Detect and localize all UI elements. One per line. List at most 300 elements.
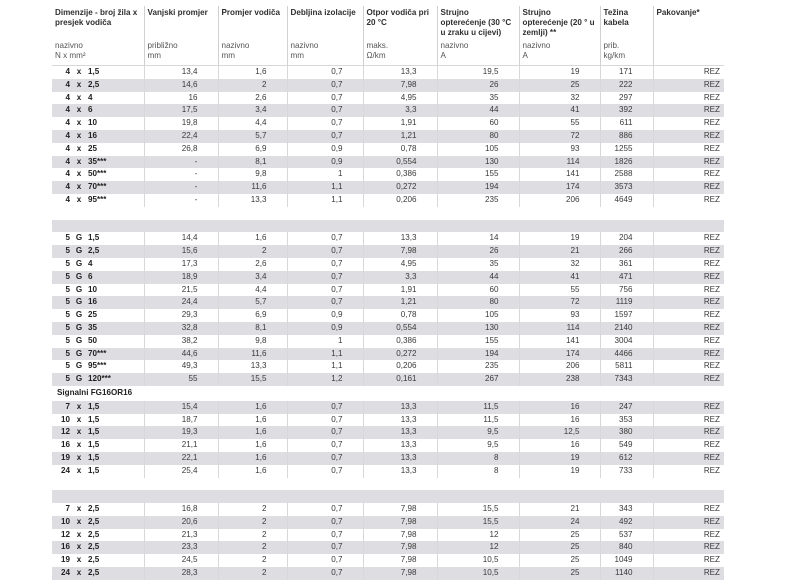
value-cell: 23,3 xyxy=(144,541,218,554)
value-cell: 114 xyxy=(519,322,600,335)
value-cell: 4,95 xyxy=(363,92,437,105)
cross-section: 2,5 xyxy=(88,246,100,256)
cross-section: 1,5 xyxy=(88,233,100,243)
cross-section: 2,5 xyxy=(88,568,100,578)
value-cell: 60 xyxy=(437,117,519,130)
value-cell: 171 xyxy=(600,66,653,79)
dimension-cell xyxy=(52,168,144,181)
table-body xyxy=(52,66,724,580)
value-cell: 0,78 xyxy=(363,143,437,156)
value-cell: 19 xyxy=(519,66,600,79)
value-cell: 3,3 xyxy=(363,104,437,117)
dimension-cell xyxy=(52,465,144,478)
value-cell: 247 xyxy=(600,401,653,414)
core-count: 24 xyxy=(60,465,70,475)
packaging-cell: REZ xyxy=(653,284,724,297)
value-cell: 1,21 xyxy=(363,296,437,309)
value-cell: 9,5 xyxy=(437,439,519,452)
value-cell: 0,78 xyxy=(363,309,437,322)
core-count: 12 xyxy=(60,529,70,539)
core-count: 5 xyxy=(65,335,70,345)
value-cell: 25,4 xyxy=(144,465,218,478)
separator: G xyxy=(75,233,83,243)
value-cell: 1,6 xyxy=(218,414,287,427)
value-cell: 392 xyxy=(600,104,653,117)
dimension-cell xyxy=(52,335,144,348)
core-count: 16 xyxy=(60,542,70,552)
value-cell: 32,8 xyxy=(144,322,218,335)
value-cell: 26 xyxy=(437,79,519,92)
unit-cell xyxy=(653,39,724,66)
table-row xyxy=(52,117,724,130)
value-cell: 0,7 xyxy=(287,541,363,554)
table-row xyxy=(52,92,724,105)
table-row xyxy=(52,439,724,452)
value-cell: 2588 xyxy=(600,168,653,181)
value-cell: 12,5 xyxy=(519,426,600,439)
separator: x xyxy=(76,427,82,437)
dimension-cell xyxy=(52,452,144,465)
cross-section: 70*** xyxy=(88,182,107,192)
value-cell: 16 xyxy=(519,414,600,427)
packaging-cell: REZ xyxy=(653,465,724,478)
value-cell: 756 xyxy=(600,284,653,297)
value-cell: 80 xyxy=(437,130,519,143)
packaging-cell: REZ xyxy=(653,181,724,194)
packaging-cell: REZ xyxy=(653,348,724,361)
dimension-cell xyxy=(52,373,144,386)
value-cell: - xyxy=(144,156,218,169)
packaging-cell: REZ xyxy=(653,452,724,465)
value-cell: 1,1 xyxy=(287,181,363,194)
value-cell: 15,5 xyxy=(437,503,519,516)
value-cell: 60 xyxy=(437,284,519,297)
separator: x xyxy=(76,118,82,128)
cable-spec-sheet xyxy=(52,6,724,580)
core-count: 4 xyxy=(65,143,70,153)
value-cell: 0,9 xyxy=(287,143,363,156)
value-cell: 9,5 xyxy=(437,426,519,439)
value-cell: 361 xyxy=(600,258,653,271)
value-cell: 0,7 xyxy=(287,554,363,567)
core-count: 5 xyxy=(65,233,70,243)
core-count: 16 xyxy=(60,440,70,450)
value-cell: 5,7 xyxy=(218,296,287,309)
value-cell: 25 xyxy=(519,554,600,567)
packaging-cell: REZ xyxy=(653,168,724,181)
core-count: 4 xyxy=(65,169,70,179)
dimension-cell xyxy=(52,143,144,156)
value-cell: 21,1 xyxy=(144,439,218,452)
value-cell: 174 xyxy=(519,348,600,361)
packaging-cell: REZ xyxy=(653,503,724,516)
spacer-cell xyxy=(52,490,724,503)
value-cell: 19,5 xyxy=(437,66,519,79)
value-cell: 1 xyxy=(287,335,363,348)
value-cell: 13,3 xyxy=(218,360,287,373)
value-cell: 49,3 xyxy=(144,360,218,373)
cross-section: 1,5 xyxy=(88,414,100,424)
unit-cell: maks. Ω/km xyxy=(363,39,437,66)
value-cell: 80 xyxy=(437,296,519,309)
value-cell: 14,4 xyxy=(144,232,218,245)
value-cell: 0,7 xyxy=(287,567,363,580)
value-cell: 1,91 xyxy=(363,284,437,297)
table-row xyxy=(52,181,724,194)
value-cell: 19,8 xyxy=(144,117,218,130)
value-cell: 1140 xyxy=(600,567,653,580)
cross-section: 2,5 xyxy=(88,516,100,526)
value-cell: 13,3 xyxy=(363,232,437,245)
core-count: 5 xyxy=(65,271,70,281)
value-cell: 1,6 xyxy=(218,66,287,79)
separator: x xyxy=(76,504,82,514)
value-cell: 3,4 xyxy=(218,104,287,117)
value-cell: 14 xyxy=(437,232,519,245)
separator: G xyxy=(75,322,83,332)
value-cell: 141 xyxy=(519,335,600,348)
value-cell: 25 xyxy=(519,567,600,580)
value-cell: 0,554 xyxy=(363,322,437,335)
packaging-cell: REZ xyxy=(653,104,724,117)
value-cell: 0,272 xyxy=(363,348,437,361)
cross-section: 70*** xyxy=(88,348,107,358)
core-count: 19 xyxy=(60,555,70,565)
value-cell: 21 xyxy=(519,245,600,258)
unit-cell: nazivno A xyxy=(437,39,519,66)
value-cell: 194 xyxy=(437,348,519,361)
cross-section: 10 xyxy=(88,118,98,128)
cross-section: 25 xyxy=(88,143,98,153)
col-header-packaging: Pakovanje* xyxy=(653,6,724,39)
value-cell: 5811 xyxy=(600,360,653,373)
cross-section: 35*** xyxy=(88,156,107,166)
col-header-current-ground: Strujno opterećenje (20 ° u zemlji) ** xyxy=(519,6,600,39)
section-title-row xyxy=(52,386,724,401)
value-cell: 4,4 xyxy=(218,117,287,130)
value-cell: 1826 xyxy=(600,156,653,169)
table-row xyxy=(52,168,724,181)
core-count: 5 xyxy=(65,348,70,358)
cross-section: 1,5 xyxy=(88,440,100,450)
separator: G xyxy=(75,271,83,281)
value-cell: 13,3 xyxy=(363,414,437,427)
unit-cell: nazivno mm xyxy=(218,39,287,66)
packaging-cell: REZ xyxy=(653,529,724,542)
value-cell: 1,6 xyxy=(218,452,287,465)
value-cell: 7,98 xyxy=(363,245,437,258)
separator: x xyxy=(76,169,82,179)
spacer-cell xyxy=(52,220,724,233)
value-cell: 11,5 xyxy=(437,414,519,427)
table-row xyxy=(52,194,724,207)
separator: x xyxy=(76,542,82,552)
value-cell: 25 xyxy=(519,541,600,554)
table-row xyxy=(52,348,724,361)
dimension-cell xyxy=(52,503,144,516)
value-cell: 11,6 xyxy=(218,348,287,361)
table-row xyxy=(52,271,724,284)
separator: G xyxy=(75,258,83,268)
dimension-cell xyxy=(52,284,144,297)
value-cell: 1,6 xyxy=(218,465,287,478)
value-cell: 5,7 xyxy=(218,130,287,143)
value-cell: 72 xyxy=(519,296,600,309)
table-row xyxy=(52,232,724,245)
value-cell: 0,7 xyxy=(287,117,363,130)
core-count: 10 xyxy=(60,414,70,424)
value-cell: 471 xyxy=(600,271,653,284)
value-cell: 13,3 xyxy=(363,452,437,465)
dimension-cell xyxy=(52,194,144,207)
value-cell: 238 xyxy=(519,373,600,386)
packaging-cell: REZ xyxy=(653,414,724,427)
value-cell: 0,386 xyxy=(363,168,437,181)
table-row xyxy=(52,66,724,79)
value-cell: 22,1 xyxy=(144,452,218,465)
value-cell: 2 xyxy=(218,245,287,258)
core-count: 4 xyxy=(65,105,70,115)
value-cell: 55 xyxy=(519,284,600,297)
value-cell: 17,3 xyxy=(144,258,218,271)
col-header-resistance: Otpor vodiča pri 20 °C xyxy=(363,6,437,39)
value-cell: 1,1 xyxy=(287,194,363,207)
col-header-weight: Težina kabela xyxy=(600,6,653,39)
spacer-row xyxy=(52,478,724,491)
value-cell: 11,6 xyxy=(218,181,287,194)
core-count: 4 xyxy=(65,130,70,140)
value-cell: 19 xyxy=(519,452,600,465)
packaging-cell: REZ xyxy=(653,117,724,130)
packaging-cell: REZ xyxy=(653,232,724,245)
packaging-cell: REZ xyxy=(653,245,724,258)
value-cell: 1119 xyxy=(600,296,653,309)
separator: x xyxy=(76,516,82,526)
value-cell: 28,3 xyxy=(144,567,218,580)
value-cell: 13,4 xyxy=(144,66,218,79)
separator: x xyxy=(76,414,82,424)
separator: G xyxy=(75,297,83,307)
value-cell: 2 xyxy=(218,503,287,516)
value-cell: 1 xyxy=(287,168,363,181)
dimension-cell xyxy=(52,232,144,245)
cross-section: 95*** xyxy=(88,361,107,371)
dimension-cell xyxy=(52,245,144,258)
packaging-cell: REZ xyxy=(653,541,724,554)
dimension-cell xyxy=(52,296,144,309)
value-cell: 7,98 xyxy=(363,503,437,516)
core-count: 4 xyxy=(65,67,70,76)
table-row xyxy=(52,373,724,386)
value-cell: 20,6 xyxy=(144,516,218,529)
value-cell: 44,6 xyxy=(144,348,218,361)
core-count: 4 xyxy=(65,118,70,128)
core-count: 7 xyxy=(65,401,70,411)
value-cell: 537 xyxy=(600,529,653,542)
value-cell: 16 xyxy=(519,401,600,414)
value-cell: 13,3 xyxy=(363,401,437,414)
packaging-cell: REZ xyxy=(653,130,724,143)
separator: x xyxy=(76,130,82,140)
value-cell: 0,9 xyxy=(287,309,363,322)
value-cell: 16 xyxy=(519,439,600,452)
value-cell: 55 xyxy=(519,117,600,130)
dimension-cell xyxy=(52,401,144,414)
value-cell: 24,4 xyxy=(144,296,218,309)
packaging-cell: REZ xyxy=(653,335,724,348)
value-cell: 380 xyxy=(600,426,653,439)
separator: x xyxy=(76,555,82,565)
value-cell: 8 xyxy=(437,452,519,465)
core-count: 5 xyxy=(65,361,70,371)
dimension-cell xyxy=(52,541,144,554)
separator: G xyxy=(75,246,83,256)
value-cell: 6,9 xyxy=(218,143,287,156)
spacer-row xyxy=(52,490,724,503)
value-cell: 13,3 xyxy=(363,439,437,452)
value-cell: 114 xyxy=(519,156,600,169)
value-cell: 0,7 xyxy=(287,414,363,427)
core-count: 5 xyxy=(65,374,70,384)
value-cell: 206 xyxy=(519,194,600,207)
core-count: 5 xyxy=(65,297,70,307)
packaging-cell: REZ xyxy=(653,360,724,373)
value-cell: 3,3 xyxy=(363,271,437,284)
col-header-dimensions: Dimenzije - broj žila x presjek vodiča xyxy=(55,8,138,27)
value-cell: 13,3 xyxy=(218,194,287,207)
core-count: 5 xyxy=(65,322,70,332)
packaging-cell: REZ xyxy=(653,322,724,335)
table-row xyxy=(52,104,724,117)
value-cell: 886 xyxy=(600,130,653,143)
packaging-cell: REZ xyxy=(653,66,724,79)
core-count: 5 xyxy=(65,310,70,320)
spacer-cell xyxy=(52,478,724,491)
cross-section: 1,5 xyxy=(88,427,100,437)
core-count: 4 xyxy=(65,79,70,89)
value-cell: 130 xyxy=(437,322,519,335)
value-cell: 8 xyxy=(437,465,519,478)
value-cell: 8,1 xyxy=(218,322,287,335)
value-cell: 840 xyxy=(600,541,653,554)
table-row xyxy=(52,156,724,169)
dimension-cell xyxy=(52,554,144,567)
dimension-cell xyxy=(52,181,144,194)
value-cell: 0,7 xyxy=(287,271,363,284)
value-cell: 21,5 xyxy=(144,284,218,297)
value-cell: 266 xyxy=(600,245,653,258)
core-count: 5 xyxy=(65,258,70,268)
value-cell: 235 xyxy=(437,194,519,207)
value-cell: 25 xyxy=(519,79,600,92)
table-row xyxy=(52,360,724,373)
value-cell: 35 xyxy=(437,258,519,271)
value-cell: 12 xyxy=(437,529,519,542)
dimension-cell xyxy=(52,414,144,427)
value-cell: 10,5 xyxy=(437,554,519,567)
cross-section: 2,5 xyxy=(88,542,100,552)
value-cell: 0,9 xyxy=(287,156,363,169)
value-cell: 6,9 xyxy=(218,309,287,322)
cross-section: 6 xyxy=(88,271,93,281)
value-cell: 2,6 xyxy=(218,258,287,271)
value-cell: 7,98 xyxy=(363,567,437,580)
core-count: 5 xyxy=(65,284,70,294)
value-cell: 3573 xyxy=(600,181,653,194)
dimension-cell xyxy=(52,92,144,105)
separator: x xyxy=(76,67,82,76)
value-cell: 16 xyxy=(144,92,218,105)
cross-section: 50 xyxy=(88,335,98,345)
value-cell: 105 xyxy=(437,143,519,156)
value-cell: 15,6 xyxy=(144,245,218,258)
value-cell: 0,7 xyxy=(287,401,363,414)
value-cell: 0,7 xyxy=(287,232,363,245)
value-cell: 32 xyxy=(519,258,600,271)
value-cell: 2 xyxy=(218,516,287,529)
value-cell: 44 xyxy=(437,104,519,117)
value-cell: 1597 xyxy=(600,309,653,322)
unit-cell: približno mm xyxy=(144,39,218,66)
table-row xyxy=(52,516,724,529)
value-cell: 2 xyxy=(218,529,287,542)
value-cell: 26 xyxy=(437,245,519,258)
value-cell: 8,1 xyxy=(218,156,287,169)
value-cell: 1,21 xyxy=(363,130,437,143)
value-cell: 25 xyxy=(519,529,600,542)
value-cell: 204 xyxy=(600,232,653,245)
value-cell: 0,9 xyxy=(287,322,363,335)
value-cell: 17,5 xyxy=(144,104,218,117)
value-cell: 11,5 xyxy=(437,401,519,414)
table-row xyxy=(52,414,724,427)
cross-section: 1,5 xyxy=(88,67,100,76)
separator: x xyxy=(76,92,82,102)
table-row xyxy=(52,130,724,143)
value-cell: 72 xyxy=(519,130,600,143)
packaging-cell: REZ xyxy=(653,554,724,567)
packaging-cell: REZ xyxy=(653,373,724,386)
value-cell: 194 xyxy=(437,181,519,194)
packaging-cell: REZ xyxy=(653,143,724,156)
col-header-conductor-diameter: Promjer vodiča xyxy=(218,6,287,39)
unit-cell: prib. kg/km xyxy=(600,39,653,66)
value-cell: 24 xyxy=(519,516,600,529)
spacer-row xyxy=(52,220,724,233)
value-cell: 7,98 xyxy=(363,541,437,554)
value-cell: 0,554 xyxy=(363,156,437,169)
separator: x xyxy=(76,182,82,192)
cross-section: 6 xyxy=(88,105,93,115)
value-cell: 0,7 xyxy=(287,452,363,465)
packaging-cell: REZ xyxy=(653,79,724,92)
cross-section: 4 xyxy=(88,92,93,102)
value-cell: 0,7 xyxy=(287,92,363,105)
table-row xyxy=(52,335,724,348)
dimension-cell xyxy=(52,66,144,79)
value-cell: 206 xyxy=(519,360,600,373)
table-row xyxy=(52,79,724,92)
value-cell: 1,6 xyxy=(218,232,287,245)
cross-section: 10 xyxy=(88,284,98,294)
value-cell: 18,9 xyxy=(144,271,218,284)
dimension-cell xyxy=(52,360,144,373)
table-row xyxy=(52,143,724,156)
value-cell: 2 xyxy=(218,541,287,554)
separator: x xyxy=(76,105,82,115)
value-cell: 15,5 xyxy=(218,373,287,386)
value-cell: 0,7 xyxy=(287,426,363,439)
